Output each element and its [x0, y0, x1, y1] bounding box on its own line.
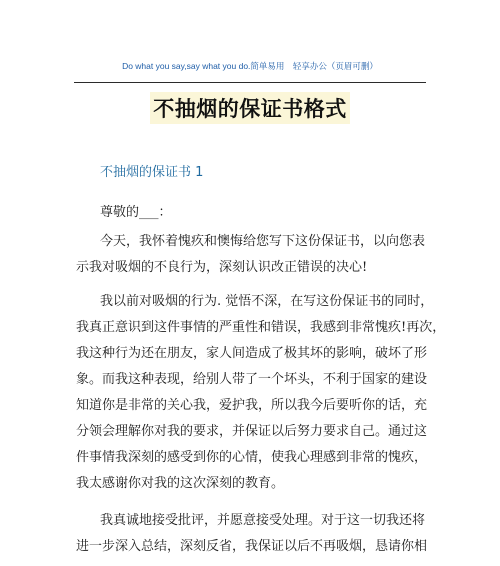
- document-title: 不抽烟的保证书格式: [150, 92, 350, 124]
- paragraph-line: 我太感谢你对我的这次深刻的教育。: [76, 476, 285, 491]
- paragraph-line: 知道你是非常的关心我，爱护我，所以我今后要听你的话，充: [76, 398, 428, 413]
- running-header: Do what you say,say what you do.简单易用 轻享办公（页眉可删）: [122, 61, 378, 71]
- paragraph-line: 我以前对吸烟的行为. 觉悟不深，在写这份保证书的同时，: [100, 294, 434, 309]
- paragraph-3: [76, 508, 436, 560]
- paragraph-2: [76, 289, 446, 497]
- paragraph-line: 件事情我深刻的感受到你的心情，使我心理感到非常的愧疚，: [76, 450, 428, 465]
- paragraph-line: 我真诚地接受批评，并愿意接受处理。对于这一切我还将: [100, 513, 426, 528]
- paragraph-line: 示我对吸烟的不良行为，深刻认识改正错误的决心!: [76, 260, 368, 275]
- paragraph-line: 象。而我这种表现，给别人带了一个坏头，不利于国家的建设: [76, 372, 428, 387]
- paragraph-line: 我真正意识到这件事情的严重性和错误，我感到非常愧疚!再次，: [76, 320, 446, 335]
- paragraph-line: 分领会理解你对我的要求，并保证以后努力要求自己。通过这: [76, 424, 428, 439]
- document-title-block: [0, 92, 500, 124]
- paragraph-line: 我这种行为还在朋友，家人间造成了极其坏的影响，破坏了形: [76, 346, 428, 361]
- paragraph-line: 进一步深入总结，深刻反省，我保证以后不再吸烟，恳请你相: [76, 539, 428, 554]
- salutation: 尊敬的___：: [100, 205, 172, 220]
- paragraph-1: [76, 229, 436, 281]
- section-heading: 不抽烟的保证书 1: [100, 165, 204, 180]
- header-divider: [74, 82, 426, 83]
- paragraph-line: 今天，我怀着愧疚和懊悔给您写下这份保证书，以向您表: [100, 234, 426, 249]
